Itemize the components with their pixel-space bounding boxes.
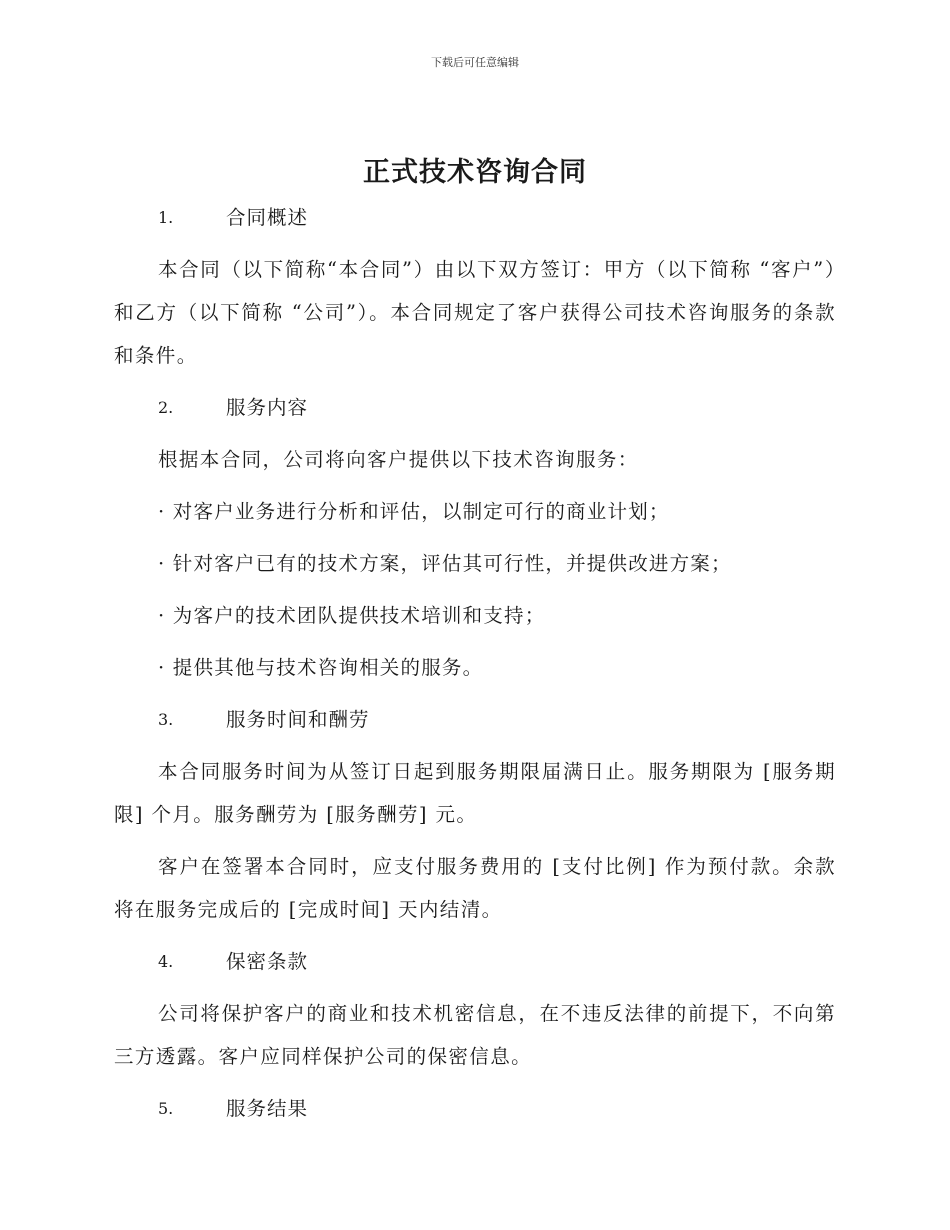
section-heading [114,940,836,983]
page-header-note: 下载后可任意编辑 [431,56,519,69]
paragraph: 根据本合同，公司将向客户提供以下技术咨询服务： [158,448,639,471]
paragraph: 客户在签署本合同时，应支付服务费用的 [支付比例] 作为预付款。余款将在服务完成后的 [完成时间] 天内结清。 [114,855,836,921]
paragraph: 本合同（以下简称“本合同”）由以下双方签订：甲方（以下简称 “客户”）和乙方（以下简称 “公司”）。本合同规定了客户获得公司技术咨询服务的条款和条件。 [114,258,836,367]
bullet-item: · 针对客户已有的技术方案，评估其可行性，并提供改进方案； [158,552,732,575]
document-title: 正式技术咨询合同 [363,157,587,188]
section-number: 4. [158,952,174,971]
section-title: 服务时间和酬劳 [226,708,370,731]
section-number: 3. [158,710,174,729]
section-number: 2. [158,398,174,417]
section-heading [114,698,836,741]
section-number: 1. [158,208,174,227]
paragraph: 公司将保护客户的商业和技术机密信息，在不违反法律的前提下，不向第三方透露。客户应同样保护公司的保密信息。 [114,1002,836,1068]
section-title: 服务结果 [226,1097,309,1120]
bullet-item: · 对客户业务进行分析和评估，以制定可行的商业计划； [158,500,670,523]
section-heading [114,196,836,239]
bullet-item: · 为客户的技术团队提供技术培训和支持； [158,604,546,627]
section-heading [114,1087,836,1130]
document-body [114,196,836,1139]
paragraph: 本合同服务时间为从签订日起到服务期限届满日止。服务期限为 [服务期限] 个月。服务酬劳为 [服务酬劳] 元。 [114,760,836,826]
section-number: 5. [158,1099,174,1118]
section-heading [114,386,836,429]
section-title: 合同概述 [226,206,309,229]
bullet-item: · 提供其他与技术咨询相关的服务。 [158,656,484,679]
section-title: 保密条款 [226,950,309,973]
section-title: 服务内容 [226,396,309,419]
